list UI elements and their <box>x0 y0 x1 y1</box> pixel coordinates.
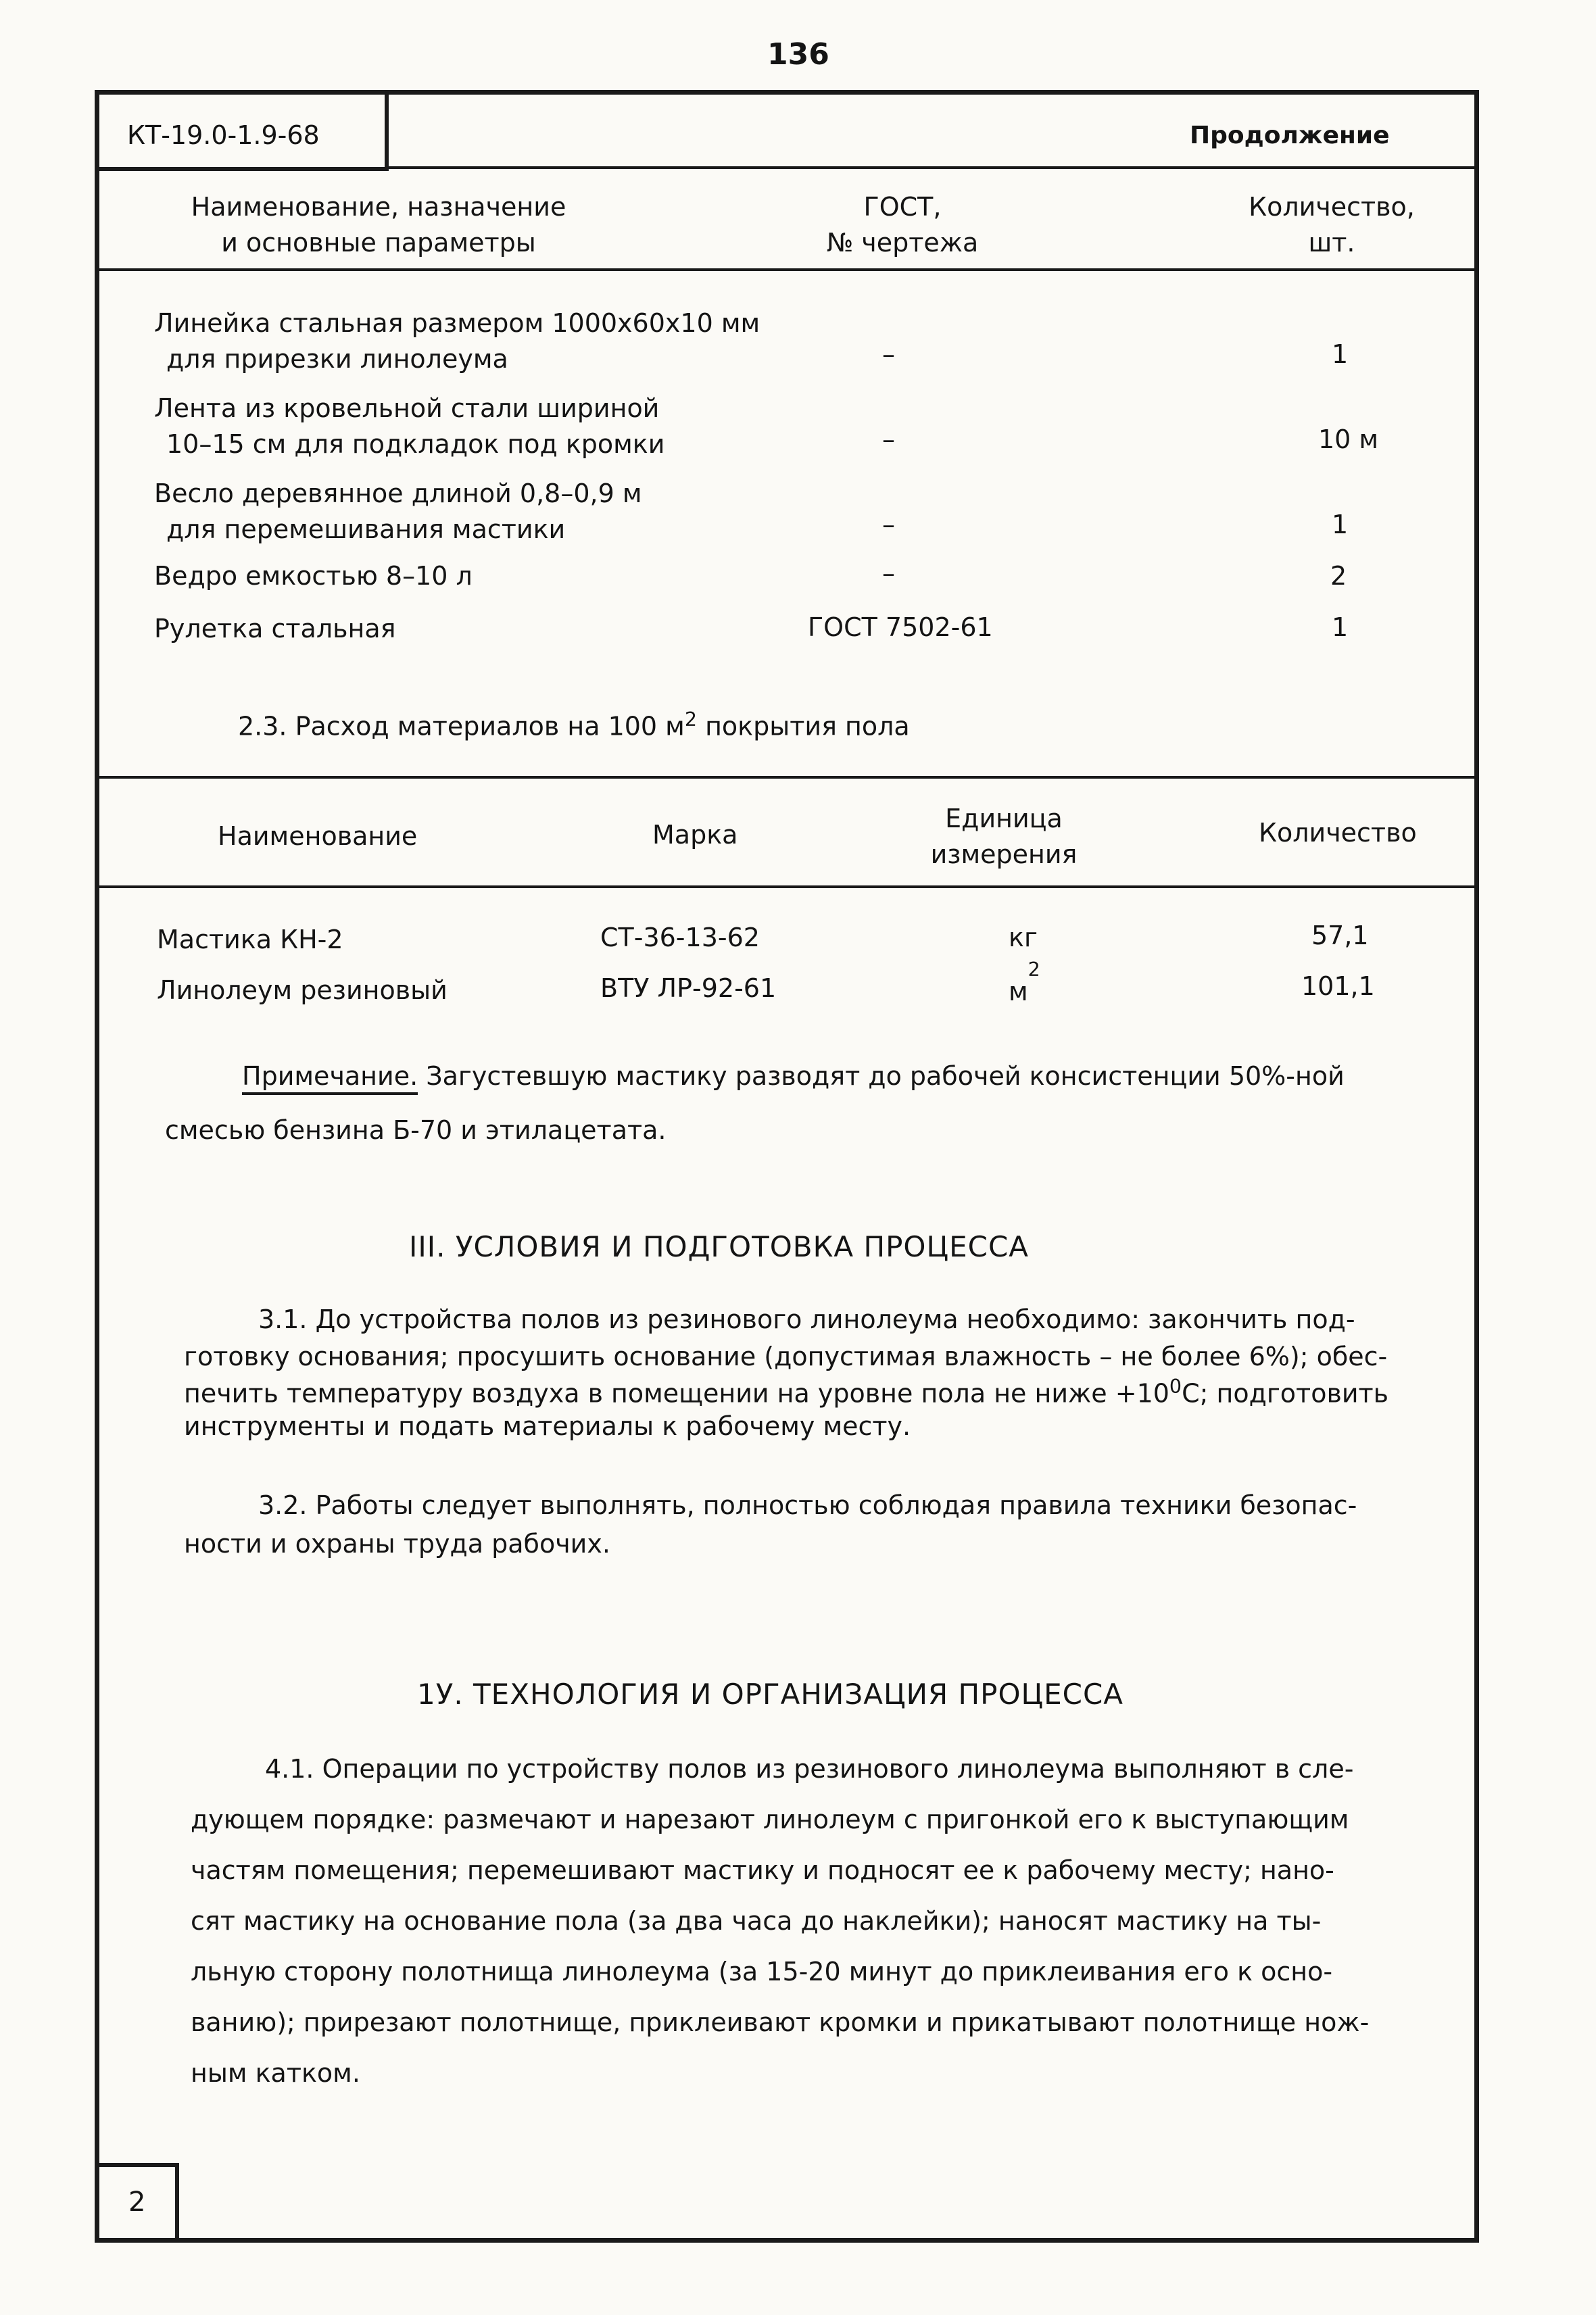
note-label: Примечание. <box>242 1061 418 1095</box>
materials-row-1-brand: СТ-36-13-62 <box>600 923 760 952</box>
section4-line6: ванию); прирезают полотнище, приклеивают кромки и прикатывают полотнище нож- <box>191 2007 1370 2037</box>
section3-p1-line2: готовку основания; просушить основание (допустимая влажность – не более 6%); обес- <box>184 1342 1388 1371</box>
tools-row-1-name-line2: для прирезки линолеума <box>166 344 508 374</box>
section3-p1-line3b: С; подготовить <box>1182 1378 1389 1409</box>
materials-row-1-qty: 57,1 <box>1311 921 1369 950</box>
page-number: 136 <box>767 37 829 72</box>
tools-row-4-qty: 2 <box>1330 561 1347 591</box>
materials-header-rule <box>99 885 1474 888</box>
tools-header-qty <box>1217 189 1447 261</box>
degree-sup: 0 <box>1169 1375 1182 1398</box>
tools-row-2-name-line1: Лента из кровельной стали шириной <box>154 393 660 423</box>
tools-header-qty-line2: шт. <box>1308 228 1355 258</box>
materials-section-title <box>238 708 910 741</box>
materials-row-2-unit-base: м <box>1009 976 1028 1006</box>
tools-header-name <box>155 189 602 261</box>
materials-row-2-unit <box>1009 958 1040 1006</box>
tools-row-2-qty: 10 м <box>1318 424 1379 454</box>
materials-header-unit <box>892 801 1115 873</box>
tools-row-5-name: Рулетка стальная <box>154 614 396 643</box>
tools-row-2-name <box>154 391 664 462</box>
tools-header-gost-line1: ГОСТ, <box>863 192 942 222</box>
materials-row-2-qty: 101,1 <box>1301 971 1375 1001</box>
note-line2: смесью бензина Б-70 и этилацетата. <box>165 1115 667 1145</box>
materials-title-sup: 2 <box>684 708 697 731</box>
tools-row-4-gost: – <box>882 558 895 588</box>
tools-row-1-name <box>154 306 760 377</box>
tools-row-5-gost: ГОСТ 7502-61 <box>808 612 993 642</box>
materials-header-unit-line2: измерения <box>930 839 1078 870</box>
note-line1 <box>242 1061 1345 1091</box>
tools-row-1-gost: – <box>882 339 895 369</box>
section3-p1-line3a: печить температуру воздуха в помещении на уровне пола не ниже +10 <box>184 1378 1169 1409</box>
materials-top-rule <box>95 776 1479 779</box>
tools-row-1-qty: 1 <box>1332 339 1349 369</box>
materials-row-1-name: Мастика КН-2 <box>157 925 343 954</box>
section3-p1-line1: 3.1. До устройства полов из резинового линолеума необходимо: закончить под- <box>258 1305 1355 1334</box>
tools-row-1-name-line1: Линейка стальная размером 1000х60х10 мм <box>154 308 760 338</box>
tools-row-4-name: Ведро емкостью 8–10 л <box>154 561 473 591</box>
materials-header-name: Наименование <box>218 821 418 851</box>
tools-row-3-qty: 1 <box>1332 510 1349 539</box>
materials-title-tail: покрытия пола <box>696 711 910 741</box>
materials-row-1-unit: кг <box>1009 923 1038 952</box>
materials-header-qty: Количество <box>1259 818 1417 848</box>
tools-header-gost-line2: № чертежа <box>826 228 979 258</box>
tools-header-gost <box>791 189 1014 261</box>
tools-row-3-name-line2: для перемешивания мастики <box>166 514 566 545</box>
section4-line4: сят мастику на основание пола (за два часа до наклейки); наносят мастику на ты- <box>191 1906 1322 1936</box>
section3-p2-line2: ности и охраны труда рабочих. <box>184 1529 610 1559</box>
section3-p1-line3 <box>184 1375 1388 1409</box>
note-text-line1: Загустевшую мастику разводят до рабочей консистенции 50%-ной <box>418 1061 1345 1091</box>
doc-code: КТ-19.0-1.9-68 <box>127 120 320 150</box>
section4-line5: льную сторону полотнища линолеума (за 15-20 минут до приклеивания его к осно- <box>191 1957 1333 1987</box>
section4-line7: ным катком. <box>191 2058 360 2088</box>
tools-header-rule <box>99 268 1474 271</box>
tools-row-3-name-line1: Весло деревянное длиной 0,8–0,9 м <box>154 479 642 508</box>
section4-line3: частям помещения; перемешивают мастику и подносят ее к рабочему месту; нано- <box>191 1855 1334 1885</box>
tools-row-3-gost: – <box>882 510 895 539</box>
tools-row-5-qty: 1 <box>1332 612 1349 642</box>
tools-header-qty-line1: Количество, <box>1249 192 1415 222</box>
continuation-label: Продолжение <box>1190 122 1390 149</box>
tools-header-name-line1: Наименование, назначение <box>191 192 566 222</box>
sheet-number: 2 <box>128 2187 146 2218</box>
materials-title-text: 2.3. Расход материалов на 100 м <box>238 711 685 741</box>
tools-header-name-line2: и основные параметры <box>221 228 536 258</box>
tools-row-3-name <box>154 476 642 547</box>
section4-heading: 1У. ТЕХНОЛОГИЯ И ОРГАНИЗАЦИЯ ПРОЦЕССА <box>417 1678 1124 1711</box>
tools-row-2-gost: – <box>882 424 895 454</box>
section3-p1-line4: инструменты и подать материалы к рабочему месту. <box>184 1411 911 1441</box>
materials-row-2-brand: ВТУ ЛР-92-61 <box>600 973 777 1003</box>
materials-header-unit-line1: Единица <box>945 804 1063 833</box>
section4-line2: дующем порядке: размечают и нарезают линолеум с пригонкой его к выступающим <box>191 1805 1349 1834</box>
section3-p2-line1: 3.2. Работы следует выполнять, полностью соблюдая правила техники безопас- <box>258 1490 1357 1520</box>
tools-row-2-name-line2: 10–15 см для подкладок под кромки <box>166 429 665 460</box>
header-rule <box>389 166 1479 169</box>
materials-row-2-name: Линолеум резиновый <box>157 975 448 1005</box>
section3-heading: III. УСЛОВИЯ И ПОДГОТОВКА ПРОЦЕССА <box>409 1230 1030 1263</box>
section4-line1: 4.1. Операции по устройству полов из резинового линолеума выполняют в сле- <box>265 1754 1354 1784</box>
materials-header-brand: Марка <box>652 820 738 850</box>
materials-row-2-unit-sup: 2 <box>1027 958 1040 981</box>
